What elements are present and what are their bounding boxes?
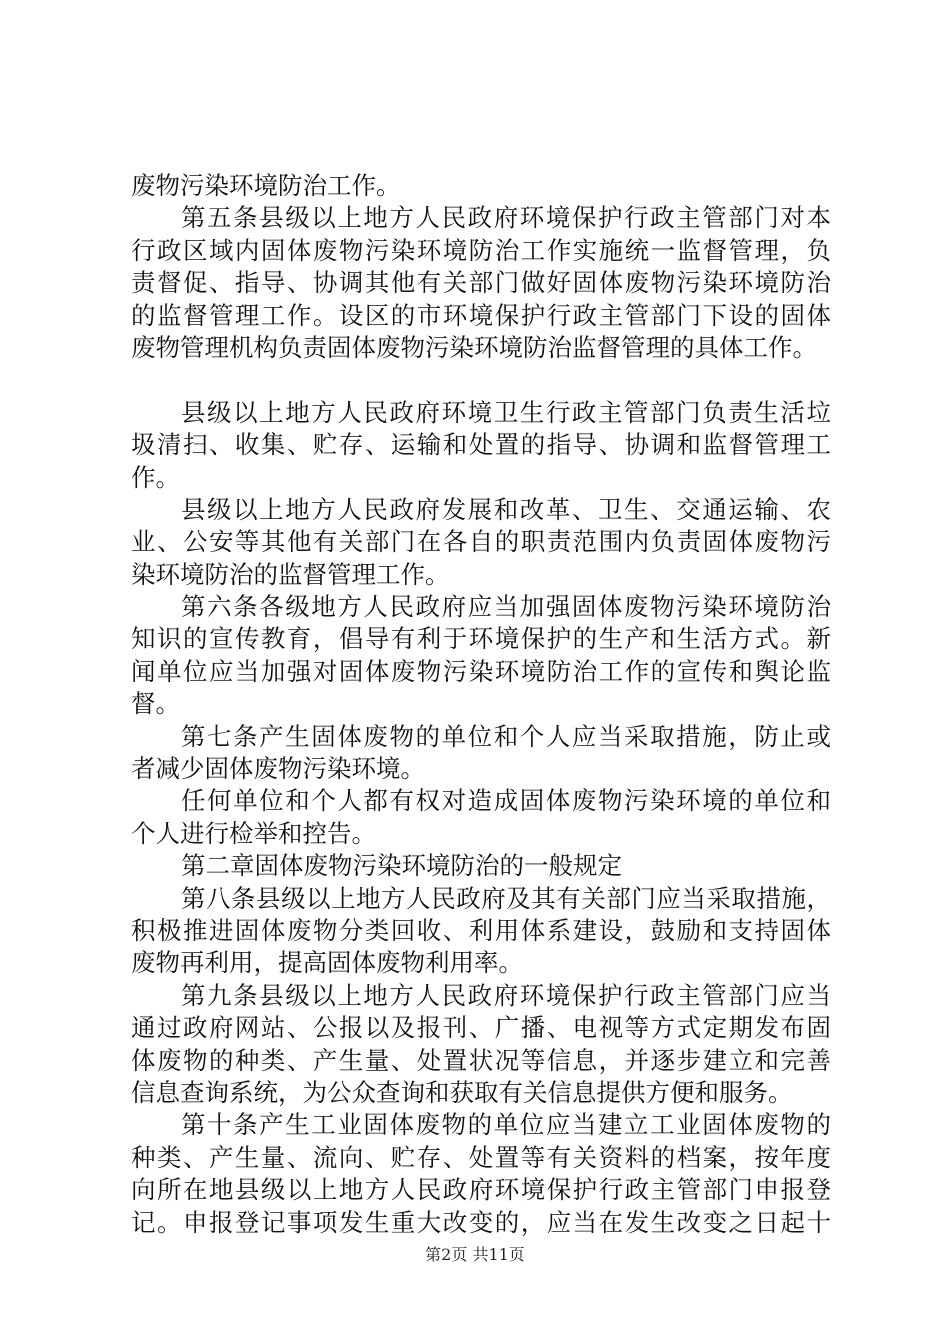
text-line: 第十条产生工业固体废物的单位应当建立工业固体废物的	[181, 1110, 831, 1140]
text-line: 知识的宣传教育，倡导有利于环境保护的生产和生活方式。新	[131, 624, 831, 654]
paragraph	[131, 202, 831, 364]
paragraph	[131, 721, 831, 786]
text-line: 废物管理机构负责固体废物污染环境防治监督管理的具体工作。	[131, 332, 817, 362]
text-line: 个人进行检举和控告。	[131, 818, 376, 848]
text-line: 体废物的种类、产生量、处置状况等信息，并逐步建立和完善	[131, 1045, 831, 1075]
text-line: 作。	[131, 462, 180, 492]
text-line: 的监督管理工作。设区的市环境保护行政主管部门下设的固体	[131, 300, 831, 330]
text-line: 第六条各级地方人民政府应当加强固体废物污染环境防治	[181, 592, 831, 622]
text-line: 染环境防治的监督管理工作。	[131, 559, 450, 589]
paragraph	[131, 494, 831, 591]
paragraph	[131, 980, 831, 1110]
text-line: 第二章固体废物污染环境防治的一般规定	[181, 851, 622, 881]
text-line: 废物再利用，提高固体废物利用率。	[131, 948, 523, 978]
text-line: 任何单位和个人都有权对造成固体废物污染环境的单位和	[181, 786, 831, 816]
text-line: 积极推进固体废物分类回收、利用体系建设，鼓励和支持固体	[131, 915, 831, 945]
text-line: 第五条县级以上地方人民政府环境保护行政主管部门对本	[181, 203, 831, 233]
text-line: 第七条产生固体废物的单位和个人应当采取措施，防止或	[181, 721, 831, 751]
text-line: 记。申报登记事项发生重大改变的，应当在发生改变之日起十	[131, 1207, 831, 1237]
paragraph	[131, 850, 831, 882]
text-line: 闻单位应当加强对固体废物污染环境防治工作的宣传和舆论监	[131, 656, 831, 686]
text-line: 废物污染环境防治工作。	[131, 171, 401, 200]
text-line: 行政区域内固体废物污染环境防治工作实施统一监督管理，负	[131, 235, 831, 265]
paragraph	[131, 170, 831, 202]
text-line: 责督促、指导、协调其他有关部门做好固体废物污染环境防治	[131, 268, 831, 298]
text-line: 第九条县级以上地方人民政府环境保护行政主管部门应当	[181, 980, 831, 1010]
text-line: 县级以上地方人民政府发展和改革、卫生、交通运输、农	[181, 494, 831, 524]
paragraph	[131, 785, 831, 850]
text-line: 信息查询系统，为公众查询和获取有关信息提供方便和服务。	[131, 1077, 793, 1107]
text-line: 督。	[131, 689, 180, 719]
text-line: 业、公安等其他有关部门在各自的职责范围内负责固体废物污	[131, 527, 831, 557]
text-line: 圾清扫、收集、贮存、运输和处置的指导、协调和监督管理工	[131, 430, 831, 460]
paragraph	[131, 397, 831, 494]
text-line: 种类、产生量、流向、贮存、处置等有关资料的档案，按年度	[131, 1142, 831, 1172]
paragraph	[131, 1109, 831, 1239]
text-line: 者减少固体废物污染环境。	[131, 754, 425, 784]
text-line: 县级以上地方人民政府环境卫生行政主管部门负责生活垃	[181, 397, 831, 427]
text-line: 向所在地县级以上地方人民政府环境保护行政主管部门申报登	[131, 1175, 831, 1205]
blank-line	[131, 364, 831, 396]
text-line: 通过政府网站、公报以及报刊、广播、电视等方式定期发布固	[131, 1013, 831, 1043]
page-footer: 第2页 共11页	[425, 1245, 525, 1264]
text-line: 第八条县级以上地方人民政府及其有关部门应当采取措施，	[181, 883, 831, 913]
paragraph	[131, 591, 831, 721]
document-body	[131, 170, 831, 1239]
paragraph	[131, 883, 831, 980]
